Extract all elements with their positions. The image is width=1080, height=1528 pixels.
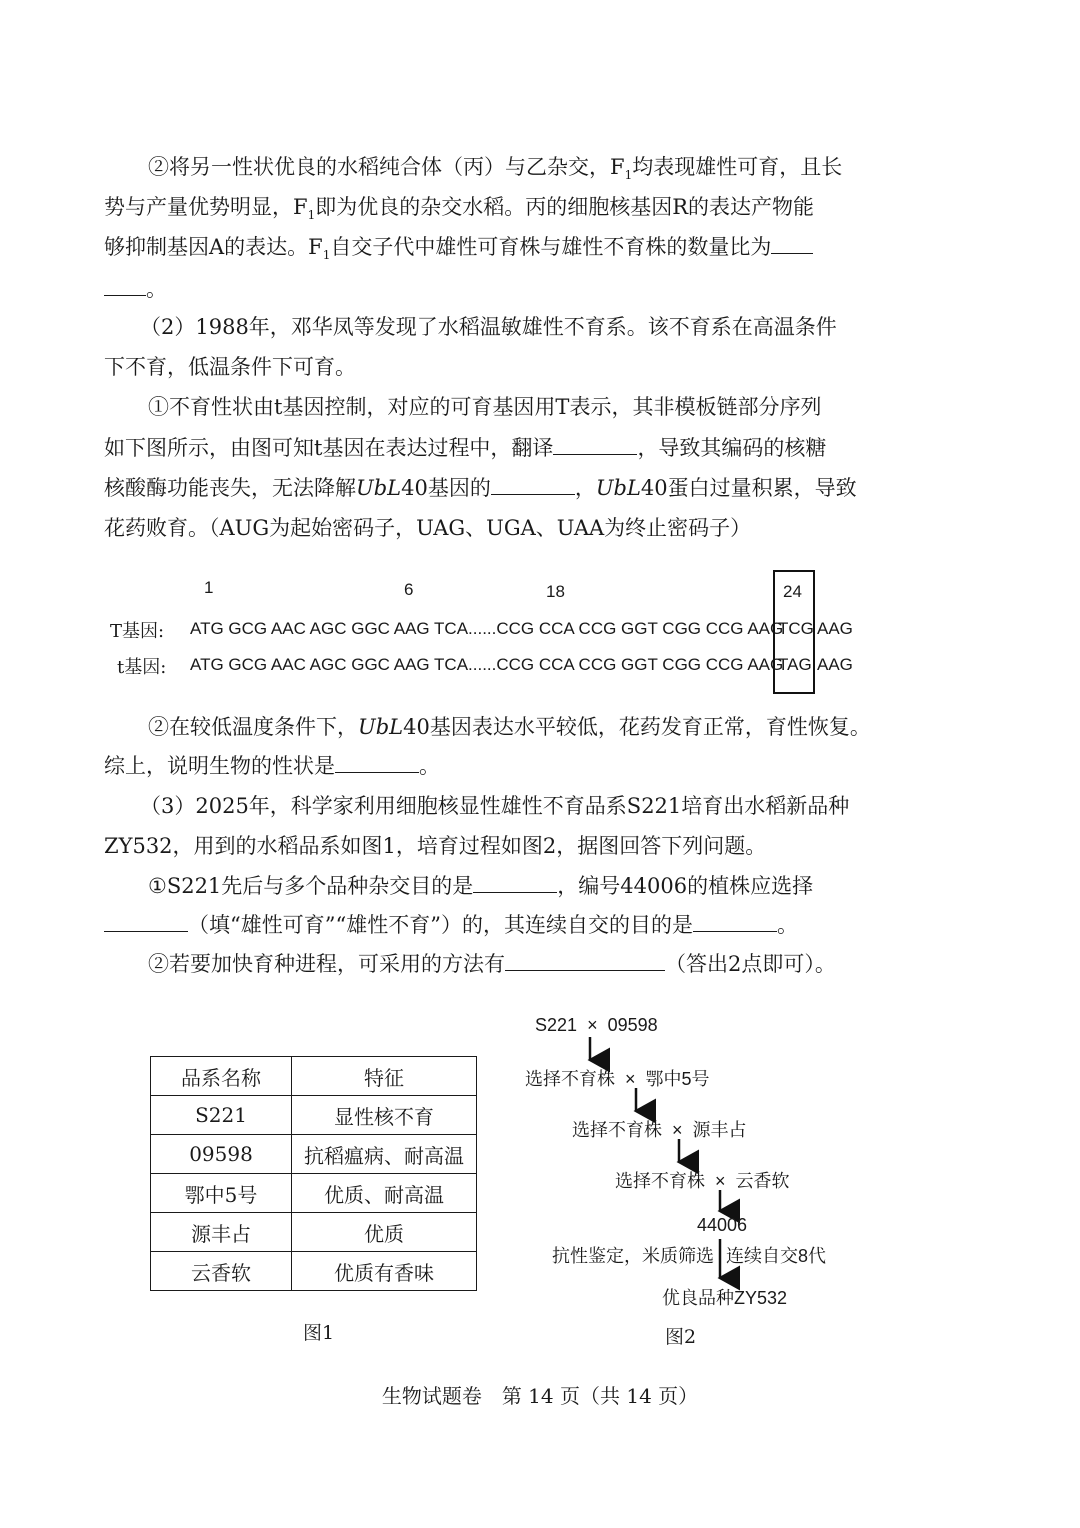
flow-step-4: 选择不育株 × 云香软 xyxy=(615,1171,790,1191)
t-gene-boxed-codon: TAG xyxy=(778,655,812,674)
figure-2-caption: 图2 xyxy=(665,1326,697,1348)
T-gene-label: T基因: xyxy=(110,621,165,642)
table-cell: 优质 xyxy=(292,1213,477,1252)
table-header: 特征 xyxy=(292,1057,477,1096)
text-line: ①S221先后与多个品种杂交目的是 ，编号44006的植株应选择 xyxy=(148,874,814,898)
text-line: 。 xyxy=(104,275,167,303)
T-gene-sequence: ATG GCG AAC AGC GGC AAG TCA......CCG CCA CCG GGT CGG CCG AAG xyxy=(190,619,784,638)
t-gene-label: t基因: xyxy=(117,657,167,678)
page-footer: 生物试题卷 第 14 页（共 14 页） xyxy=(381,1384,699,1408)
flow-step-7: 优良品种ZY532 xyxy=(662,1288,788,1308)
table-cell: 优质、耐高温 xyxy=(292,1174,477,1213)
text-line: 够抑制基因A的表达。$F_1$自交子代中雄性可育株与雄性不育株的数量比为 xyxy=(104,233,813,269)
table-cell: 显性核不育 xyxy=(292,1096,477,1135)
text-line: ②在较低温度条件下，UbL40基因表达水平较低，花药发育正常，育性恢复。 xyxy=(148,715,871,739)
codon-position-6: 6 xyxy=(404,580,414,599)
text-line: 如下图所示，由图可知t基因在表达过程中，翻译 ，导致其编码的核糖 xyxy=(104,436,827,460)
question-2-heading: （2）1988年，邓华凤等发现了水稻温敏雄性不育系。该不育系在高温条件 xyxy=(140,315,837,339)
T-gene-tail: AAG xyxy=(817,619,853,638)
table-header: 品系名称 xyxy=(151,1057,292,1096)
T-gene-boxed-codon: TCG xyxy=(778,619,814,638)
text-line: ①不育性状由t基因控制，对应的可育基因用T表示，其非模板链部分序列 xyxy=(148,395,822,419)
table-cell: 优质有香味 xyxy=(292,1252,477,1291)
flow-step-6-left: 抗性鉴定，米质筛选 xyxy=(552,1246,714,1266)
t-gene-sequence: ATG GCG AAC AGC GGC AAG TCA......CCG CCA CCG GGT CGG CCG AAG xyxy=(190,655,784,674)
text-line: ②若要加快育种进程，可采用的方法有 （答出2点即可）。 xyxy=(148,952,836,976)
table-cell: 09598 xyxy=(151,1135,292,1174)
table-cell: 源丰占 xyxy=(151,1213,292,1252)
table-cell: 抗稻瘟病、耐高温 xyxy=(292,1135,477,1174)
text-line: 综上，说明生物的性状是 。 xyxy=(104,754,440,778)
figure-1-caption: 图1 xyxy=(303,1322,335,1344)
table-cell: 云香软 xyxy=(151,1252,292,1291)
text-line: ZY532，用到的水稻品系如图1，培育过程如图2，据图回答下列问题。 xyxy=(104,834,767,858)
codon-position-18: 18 xyxy=(546,582,565,601)
text-line: （填“雄性可育”“雄性不育”）的，其连续自交的目的是 。 xyxy=(104,911,798,939)
codon-position-24: 24 xyxy=(783,582,802,601)
text-line: 核酸酶功能丧失，无法降解UbL40基因的 ，UbL40蛋白过量积累，导致 xyxy=(104,476,857,500)
flow-step-3: 选择不育株 × 源丰占 xyxy=(572,1120,747,1140)
text-line: 势与产量优势明显，$F_1$即为优良的杂交水稻。丙的细胞核基因R的表达产物能 xyxy=(104,195,815,223)
flow-step-1: S221 × 09598 xyxy=(535,1015,658,1035)
text-line: 花药败育。（AUG为起始密码子，UAG、UGA、UAA为终止密码子） xyxy=(104,516,752,540)
text-line: 下不育，低温条件下可育。 xyxy=(104,355,356,379)
t-gene-tail: AAG xyxy=(817,655,853,674)
text-line: ②将另一性状优良的水稻纯合体（丙）与乙杂交，$F_1$均表现雄性可育，且长 xyxy=(148,155,843,183)
flow-step-5: 44006 xyxy=(697,1215,748,1235)
flow-step-6-right: 连续自交8代 xyxy=(726,1246,827,1266)
codon-position-1: 1 xyxy=(204,578,214,597)
table-cell: 鄂中5号 xyxy=(151,1174,292,1213)
question-3-heading: （3）2025年，科学家利用细胞核显性雄性不育品系S221培育出水稻新品种 xyxy=(140,794,850,818)
table-cell: S221 xyxy=(151,1096,292,1135)
flow-step-2: 选择不育株 × 鄂中5号 xyxy=(525,1069,710,1089)
